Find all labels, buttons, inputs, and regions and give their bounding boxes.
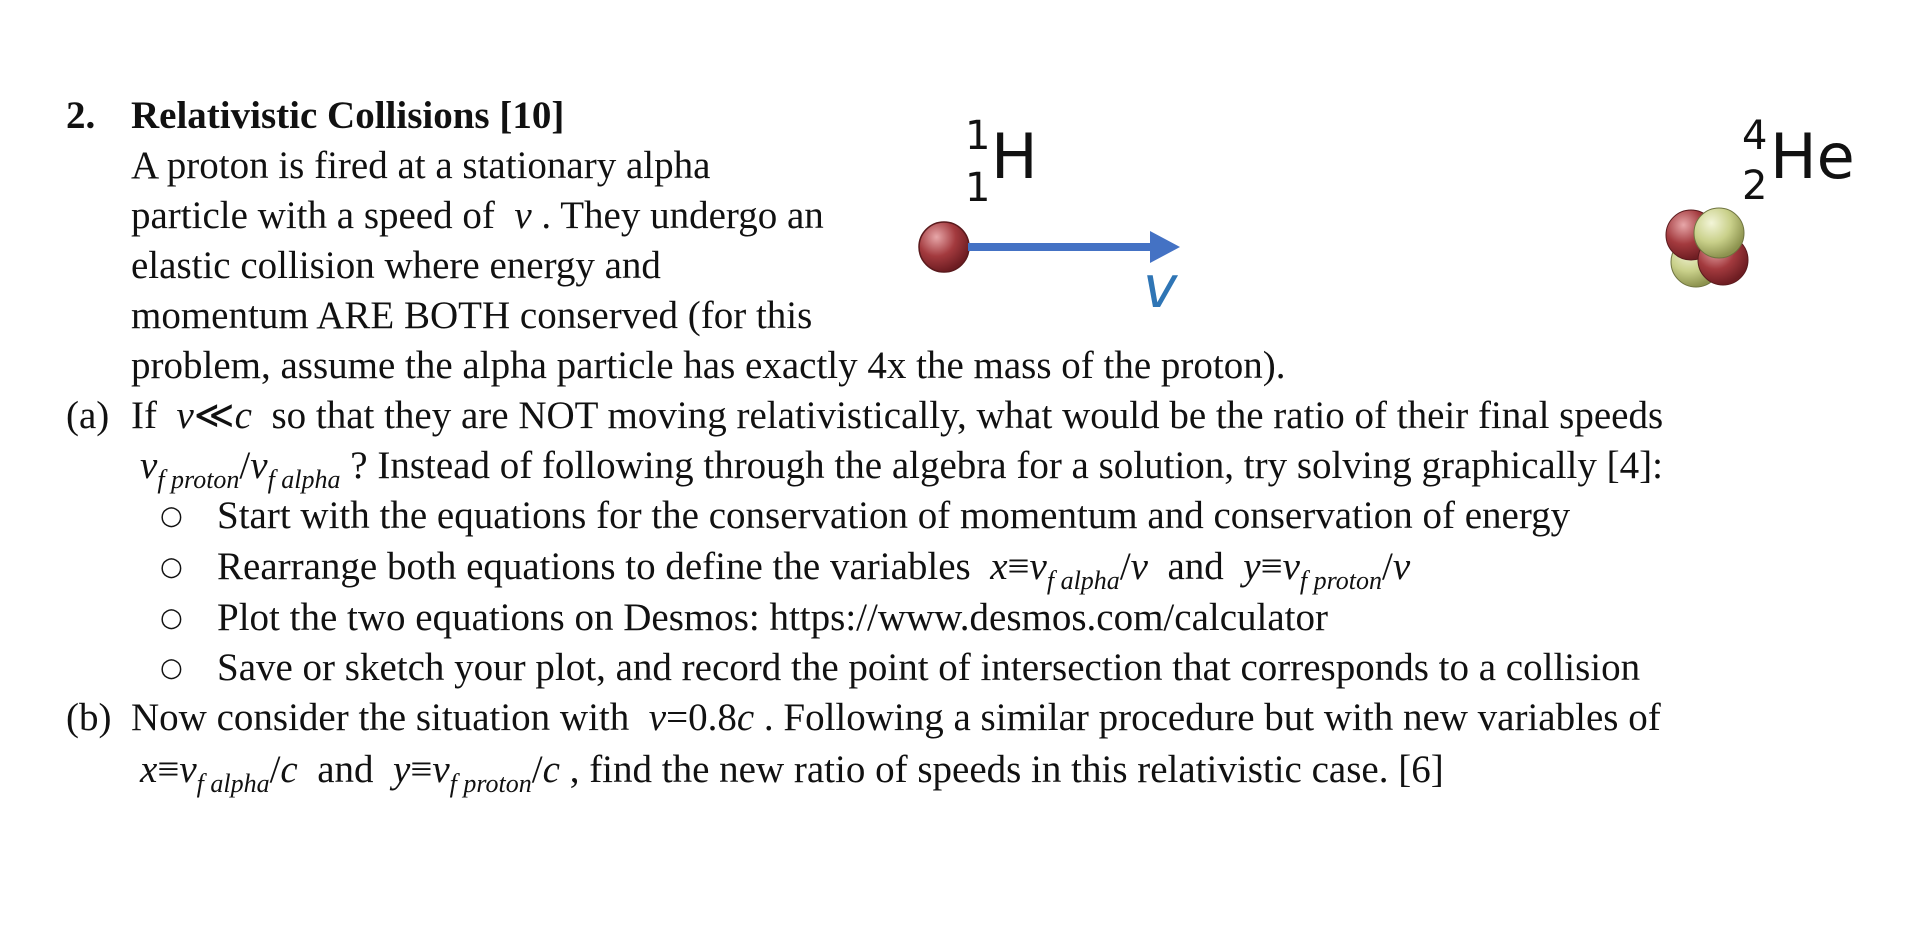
- and-word: and: [1167, 545, 1224, 588]
- var-v: v: [179, 748, 197, 791]
- sub-f-alpha: f alpha: [1046, 566, 1120, 595]
- proton-atomic-number: 1: [965, 165, 991, 211]
- ratio-slash: /: [239, 444, 251, 487]
- neutron-sphere: [1694, 208, 1744, 258]
- and-word: and: [317, 748, 374, 791]
- equiv-sign: ≡: [410, 748, 433, 791]
- intro-line-2-pre: particle with a speed of: [131, 194, 495, 237]
- equiv-sign: ≡: [1007, 545, 1030, 588]
- var-v: v: [1282, 545, 1300, 588]
- cond-v: v: [176, 394, 194, 437]
- var-y: y: [1243, 545, 1261, 588]
- part-a-label: (a): [66, 394, 110, 437]
- bullet-marker: ○: [160, 603, 183, 633]
- intro-line-2-dot: .: [541, 194, 552, 237]
- ratio-sub-proton: f proton: [157, 465, 240, 494]
- intro-line-3: elastic collision where energy and: [131, 244, 661, 287]
- part-a-line-2-post: ? Instead of following through the algebra for a solution, try solving graphically [4]:: [350, 444, 1663, 487]
- bullet-1: Start with the equations for the conservation of momentum and conservation of energy: [217, 494, 1571, 537]
- proton-symbol: H: [991, 120, 1038, 193]
- velocity-label: v: [1143, 253, 1178, 321]
- proton-sphere: [919, 222, 969, 272]
- slash: /: [269, 748, 281, 791]
- cond-c: c: [736, 696, 755, 739]
- proton-arrow-diagram: [910, 215, 1180, 321]
- intro-line-5: problem, assume the alpha particle has exactly 4x the mass of the proton).: [131, 344, 1286, 387]
- slash: /: [531, 748, 543, 791]
- part-b-line-2: [140, 746, 1444, 798]
- denom-v: v: [1130, 545, 1148, 588]
- var-x: x: [990, 545, 1008, 588]
- part-a-line-1: [131, 392, 1663, 440]
- ratio-v-den: v: [250, 444, 268, 487]
- intro-line-1: A proton is fired at a stationary alpha: [131, 144, 711, 187]
- problem-title: Relativistic Collisions [10]: [131, 94, 565, 137]
- equiv-sign: ≡: [157, 748, 180, 791]
- part-b-line-1: [131, 694, 1661, 742]
- intro-line-2: [131, 192, 824, 240]
- var-v: v: [1029, 545, 1047, 588]
- bullet-2: [217, 543, 1410, 595]
- part-b-line-1-pre: Now consider the situation with: [131, 696, 630, 739]
- slash: /: [1382, 545, 1393, 588]
- var-v: v: [432, 748, 450, 791]
- intro-line-4: momentum ARE BOTH conserved (for this: [131, 294, 813, 337]
- equiv-sign: ≡: [1260, 545, 1283, 588]
- sub-f-proton: f proton: [449, 769, 532, 798]
- part-b-line-2-post: , find the new ratio of speeds in this relativistic case. [6]: [569, 748, 1444, 791]
- part-a-line-2: [140, 442, 1663, 494]
- ratio-sub-alpha: f alpha: [267, 465, 341, 494]
- part-b-line-1-post: . Following a similar procedure but with new variables of: [763, 696, 1661, 739]
- bullet-marker: ○: [160, 552, 183, 582]
- alpha-particle-cluster: [1655, 200, 1765, 300]
- var-x: x: [140, 748, 158, 791]
- part-a-if: If: [131, 394, 157, 437]
- cond-c: c: [234, 394, 252, 437]
- var-y: y: [393, 748, 411, 791]
- alpha-symbol: He: [1770, 120, 1855, 193]
- part-b-label: (b): [66, 696, 112, 739]
- proton-nuclide-label: [965, 110, 1085, 220]
- bullet-marker: ○: [160, 653, 183, 683]
- denom-c: c: [542, 748, 560, 791]
- cond-much-less: ≪: [193, 394, 235, 437]
- denom-c: c: [280, 748, 298, 791]
- cond-v: v: [648, 696, 667, 739]
- sub-f-alpha: f alpha: [196, 769, 270, 798]
- bullet-4: Save or sketch your plot, and record the point of intersection that corresponds to a collision: [217, 646, 1641, 689]
- alpha-mass-number: 4: [1742, 113, 1768, 159]
- part-a-line-1-post: so that they are NOT moving relativistically, what would be the ratio of their final speeds: [271, 394, 1664, 437]
- cond-eq: =0.8: [666, 696, 737, 739]
- alpha-atomic-number: 2: [1742, 163, 1768, 209]
- ratio-v-num: v: [140, 444, 158, 487]
- intro-line-2-post: They undergo an: [560, 194, 824, 237]
- bullet-3: Plot the two equations on Desmos: https://www.desmos.com/calculator: [217, 596, 1329, 639]
- proton-mass-number: 1: [965, 113, 991, 159]
- problem-number: 2.: [66, 94, 96, 137]
- slash: /: [1119, 545, 1131, 588]
- bullet-marker: ○: [160, 501, 183, 531]
- sub-f-proton: f proton: [1299, 566, 1383, 595]
- bullet-2-pre: Rearrange both equations to define the variables: [217, 545, 971, 588]
- denom-v: v: [1392, 545, 1411, 588]
- intro-speed-symbol: v: [514, 194, 532, 237]
